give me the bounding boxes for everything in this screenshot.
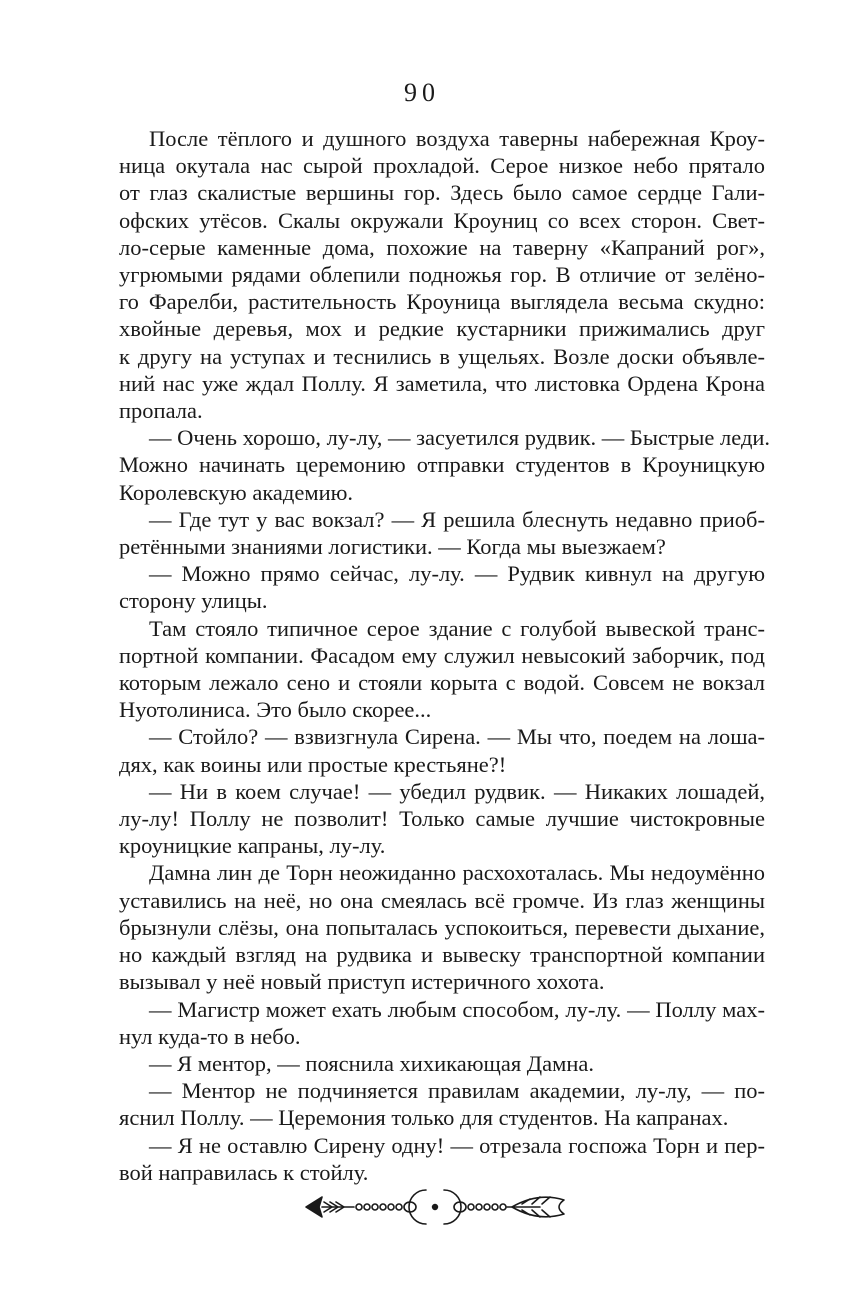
text-line: — Ни в коем случае! — убедил рудвик. — Никаких лошадей, xyxy=(149,778,765,804)
text-line: которым лежало сено и стояли корыта с водой. Совсем не вокзал xyxy=(119,670,765,696)
text-line: ло-серые каменные дома, похожие на таверну «Капраний рог», xyxy=(119,234,765,260)
text-line: — Стойло? — взвизгнула Сирена. — Мы что, поедем на лоша- xyxy=(149,724,765,750)
arrow-moon-divider-icon xyxy=(302,1180,568,1234)
text-line: хвойные деревья, мох и редкие кустарники прижимались друг xyxy=(119,316,765,342)
text-line: — Ментор не подчиняется правилам академии, лу-лу, — по- xyxy=(149,1078,765,1104)
text-line: сторону улицы. xyxy=(119,588,268,614)
text-line: нул куда-то в небо. xyxy=(119,1023,301,1049)
text-line: вызывал у неё новый приступ истеричного хохота. xyxy=(119,969,605,995)
text-line: После тёплого и душного воздуха таверны набережная Кроу- xyxy=(149,126,765,151)
text-line: угрюмыми рядами облепили подножья гор. В отличие от зелёно- xyxy=(119,262,765,288)
text-line: уставились на неё, но она смеялась всё громче. Из глаз женщины xyxy=(119,887,765,913)
text-line: ний нас уже ждал Поллу. Я заметила, что листовка Ордена Крона xyxy=(119,370,765,396)
text-line: ретёнными знаниями логистики. — Когда мы выезжаем? xyxy=(119,534,666,560)
page-number: 90 xyxy=(404,78,440,107)
text-line: Там стояло типичное серое здание с голубой вывеской транс- xyxy=(149,615,765,641)
text-line: — Можно прямо сейчас, лу-лу. — Рудвик кивнул на другую xyxy=(149,561,765,587)
text-line: кроуницкие капраны, лу-лу. xyxy=(119,833,386,859)
text-line: от глаз скалистые вершины гор. Здесь было самое сердце Гали- xyxy=(119,180,765,206)
text-line: — Я ментор, — пояснила хихикающая Дамна. xyxy=(149,1050,595,1076)
body-text xyxy=(119,125,771,1186)
text-line: — Очень хорошо, лу-лу, — засуетился рудвик. — Быстрые леди. xyxy=(149,425,771,451)
text-line: Нуотолиниса. Это было скорее... xyxy=(119,697,432,723)
text-line: лу-лу! Поллу не позволит! Только самые лучшие чистокровные xyxy=(119,806,765,832)
text-line: к другу на уступах и теснились в ущельях. Возле доски объявле- xyxy=(119,343,765,369)
text-line: ница окутала нас сырой прохладой. Серое низкое небо прятало xyxy=(119,153,765,179)
text-line: пропала. xyxy=(119,398,203,424)
text-line: вой направилась к стойлу. xyxy=(119,1159,369,1185)
text-line: офских утёсов. Скалы окружали Кроуниц со всех сторон. Свет- xyxy=(119,207,765,233)
text-line: Дамна лин де Торн неожиданно расхохоталась. Мы недоумённо xyxy=(149,860,765,886)
text-line: брызнули слёзы, она попыталась успокоиться, перевести дыхание, xyxy=(119,914,765,940)
text-line: портной компании. Фасадом ему служил невысокий заборчик, под xyxy=(119,642,765,668)
text-line: дях, как воины или простые крестьяне?! xyxy=(119,751,507,777)
text-line: — Магистр может ехать любым способом, лу-лу. — Поллу мах- xyxy=(149,996,765,1022)
text-line: Можно начинать церемонию отправки студентов в Кроуницкую xyxy=(119,452,765,478)
text-line: но каждый взгляд на рудвика и вывеску транспортной компании xyxy=(119,942,765,968)
text-line: го Фарелби, растительность Кроуница выглядела весьма скудно: xyxy=(119,289,765,315)
text-line: Королевскую академию. xyxy=(119,479,354,505)
text-line: — Где тут у вас вокзал? — Я решила блеснуть недавно приоб- xyxy=(149,506,765,532)
text-line: — Я не оставлю Сирену одну! — отрезала госпожа Торн и пер- xyxy=(149,1132,765,1158)
text-line: яснил Поллу. — Церемония только для студентов. На капранах. xyxy=(119,1105,729,1131)
